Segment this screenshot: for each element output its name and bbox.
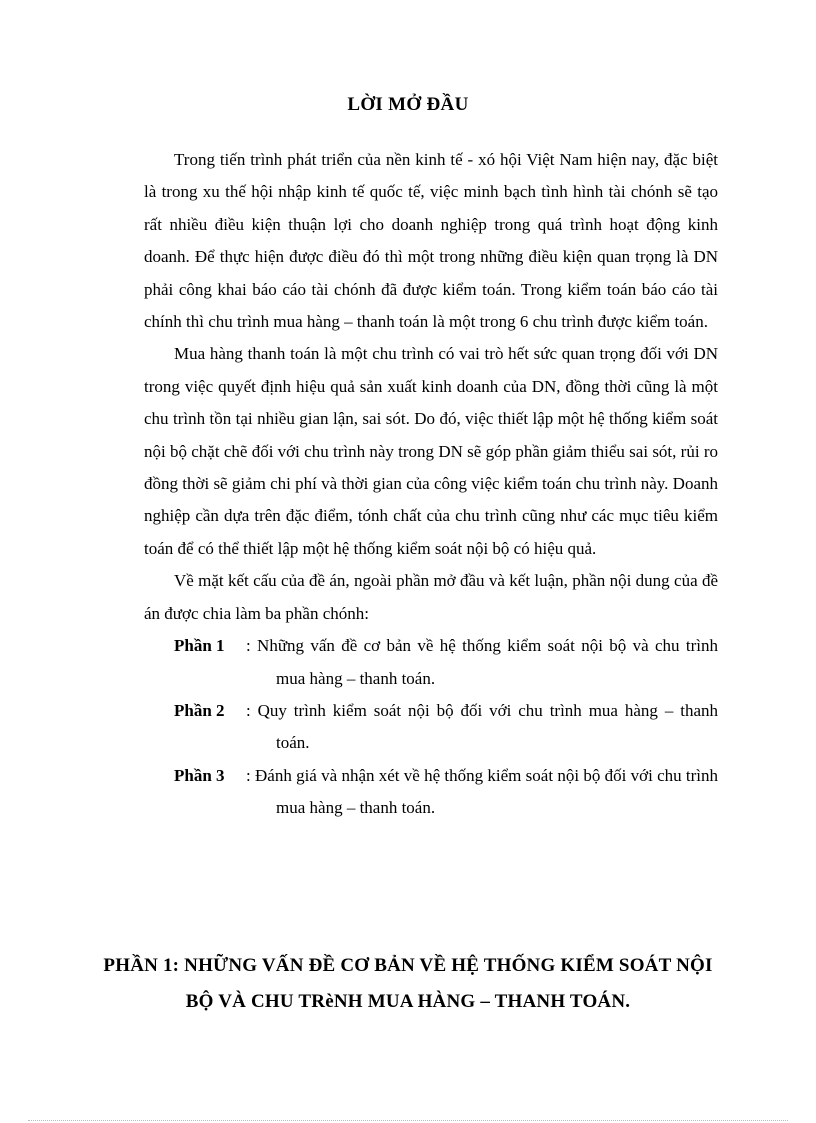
paragraph-structure: Về mặt kết cấu của đề án, ngoài phần mở đầu và kết luận, phần nội dung của đề án được chia làm ba phần chónh: xyxy=(144,571,718,623)
part-item-3 xyxy=(144,760,718,825)
part-item-1 xyxy=(144,630,718,695)
page-footer-divider xyxy=(28,1120,788,1121)
part-item-2 xyxy=(144,695,718,760)
paragraph-intro: Trong tiến trình phát triển của nền kinh tế - xó hội Việt Nam hiện nay, đặc biệt là trong xu thế hội nhập kinh tế quốc tế, việc minh bạch tình hình tài chónh sẽ tạo rất nhiều điều kiện thuận lợi cho doanh nghiệp trong quá trình hoạt động kinh doanh. Để thực hiện được điều đó thì một trong những điều kiện quan trọng là DN phải công khai báo cáo tài chónh đã được kiểm toán. Trong kiểm toán báo cáo tài chính thì chu trình mua hàng – thanh toán là một trong 6 chu trình được kiểm toán. xyxy=(144,150,718,332)
part-text-2: : Quy trình kiểm soát nội bộ đối với chu trình mua hàng – thanh toán. xyxy=(246,700,718,753)
part-label-1: Phần 1 xyxy=(174,636,225,656)
paragraph-purchase-cycle: Mua hàng thanh toán là một chu trình có vai trò hết sức quan trọng đối với DN trong việc quyết định hiệu quả sản xuất kinh doanh của DN, đồng thời cũng là một chu trình tồn tại nhiều gian lận, sai sót. Do đó, việc thiết lập một hệ thống kiểm soát nội bộ chặt chẽ đối với chu trình này trong DN sẽ góp phần giảm thiểu sai sót, rủi ro đồng thời sẽ giảm chi phí và thời gian của công việc kiểm toán chu trình này. Doanh nghiệp cần dựa trên đặc điểm, tónh chất của chu trình cũng như các mục tiêu kiểm toán để có thể thiết lập một hệ thống kiểm soát nội bộ có hiệu quả. xyxy=(144,344,718,558)
page-title: LỜI MỞ ĐẦU xyxy=(347,94,469,115)
part-text-3: : Đánh giá và nhận xét về hệ thống kiểm soát nội bộ đối với chu trình mua hàng – thanh toán. xyxy=(246,765,718,818)
body-text xyxy=(144,144,718,825)
part-label-2: Phần 2 xyxy=(174,700,225,720)
section-heading: PHẦN 1: NHỮNG VẤN ĐỀ CƠ BẢN VỀ HỆ THỐNG KIỂM SOÁT NỘI BỘ VÀ CHU TRèNH MUA HÀNG – THANH TOÁN. xyxy=(103,955,713,1012)
part-label-3: Phần 3 xyxy=(174,765,225,785)
part-text-1: : Những vấn đề cơ bản về hệ thống kiểm soát nội bộ và chu trình mua hàng – thanh toán. xyxy=(246,636,718,688)
